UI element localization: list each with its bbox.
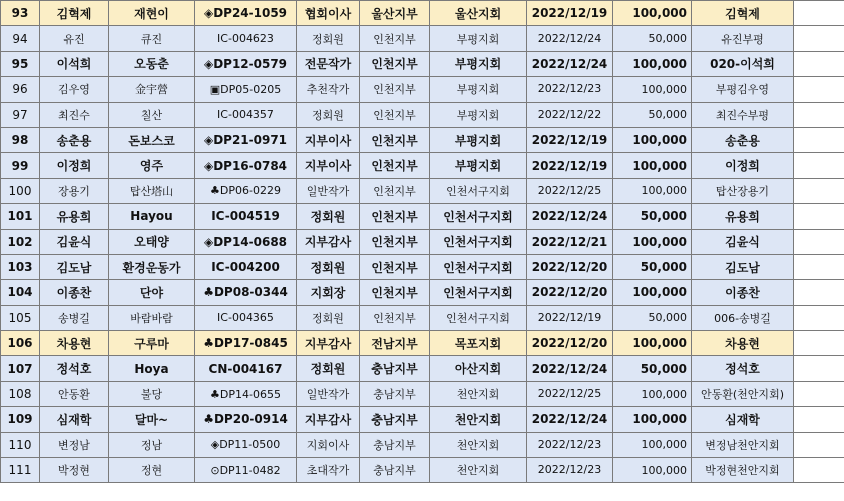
memo-cell: 탑산장용기: [692, 178, 794, 203]
region-cell: 충남지부: [360, 356, 430, 381]
table-row: [1, 381, 844, 406]
date-cell: 2022/12/24: [527, 356, 613, 381]
amount-cell: 100,000: [613, 51, 692, 76]
amount-cell: 100,000: [613, 280, 692, 305]
amount-cell: 100,000: [613, 127, 692, 152]
amount-cell: 50,000: [613, 26, 692, 51]
member-id-cell: ◈DP11-0500: [195, 432, 297, 457]
table-row: [1, 204, 844, 229]
rank-cell: 협회이사: [297, 1, 360, 26]
row-number-cell: 110: [1, 432, 40, 457]
empty-cell: [794, 77, 844, 102]
member-id-cell: ▣DP05-0205: [195, 77, 297, 102]
branch-cell: 부평지회: [430, 127, 527, 152]
amount-cell: 100,000: [613, 458, 692, 483]
branch-cell: 부평지회: [430, 51, 527, 76]
row-number-cell: 101: [1, 204, 40, 229]
region-cell: 충남지부: [360, 432, 430, 457]
rank-cell: 추천작가: [297, 77, 360, 102]
memo-cell: 유용희: [692, 204, 794, 229]
region-cell: 인천지부: [360, 254, 430, 279]
memo-cell: 송춘용: [692, 127, 794, 152]
row-number-cell: 99: [1, 153, 40, 178]
table-row: [1, 331, 844, 356]
date-cell: 2022/12/24: [527, 204, 613, 229]
name-cell: 송춘용: [40, 127, 109, 152]
branch-cell: 천안지회: [430, 381, 527, 406]
region-cell: 인천지부: [360, 178, 430, 203]
name-cell: 이정희: [40, 153, 109, 178]
row-number-cell: 97: [1, 102, 40, 127]
memo-cell: 이정희: [692, 153, 794, 178]
rank-cell: 지부감사: [297, 331, 360, 356]
table-row: [1, 77, 844, 102]
branch-cell: 인천서구지회: [430, 280, 527, 305]
member-id-cell: ◈DP16-0784: [195, 153, 297, 178]
table-row: [1, 127, 844, 152]
branch-cell: 인천서구지회: [430, 229, 527, 254]
date-cell: 2022/12/21: [527, 229, 613, 254]
date-cell: 2022/12/25: [527, 381, 613, 406]
branch-cell: 부평지회: [430, 77, 527, 102]
table-row: [1, 356, 844, 381]
empty-cell: [794, 458, 844, 483]
member-id-cell: ♣DP17-0845: [195, 331, 297, 356]
member-id-cell: ◈DP12-0579: [195, 51, 297, 76]
date-cell: 2022/12/20: [527, 331, 613, 356]
empty-cell: [794, 381, 844, 406]
member-id-cell: ♣DP20-0914: [195, 407, 297, 432]
row-number-cell: 106: [1, 331, 40, 356]
row-number-cell: 111: [1, 458, 40, 483]
rank-cell: 정회원: [297, 254, 360, 279]
table-row: [1, 254, 844, 279]
rank-cell: 지부이사: [297, 127, 360, 152]
amount-cell: 100,000: [613, 229, 692, 254]
region-cell: 충남지부: [360, 458, 430, 483]
pen-name-cell: 재현이: [109, 1, 195, 26]
branch-cell: 부평지회: [430, 26, 527, 51]
pen-name-cell: 정현: [109, 458, 195, 483]
rank-cell: 정회원: [297, 356, 360, 381]
region-cell: 충남지부: [360, 381, 430, 406]
row-number-cell: 103: [1, 254, 40, 279]
row-number-cell: 102: [1, 229, 40, 254]
member-id-cell: IC-004623: [195, 26, 297, 51]
memo-cell: 박정현천안지회: [692, 458, 794, 483]
pen-name-cell: 환경운동가: [109, 254, 195, 279]
memo-cell: 차용현: [692, 331, 794, 356]
amount-cell: 50,000: [613, 356, 692, 381]
pen-name-cell: 구루마: [109, 331, 195, 356]
pen-name-cell: 불당: [109, 381, 195, 406]
empty-cell: [794, 432, 844, 457]
table-row: [1, 280, 844, 305]
region-cell: 인천지부: [360, 26, 430, 51]
table-row: [1, 407, 844, 432]
pen-name-cell: 탑산塔山: [109, 178, 195, 203]
empty-cell: [794, 204, 844, 229]
table-row: [1, 51, 844, 76]
branch-cell: 인천서구지회: [430, 254, 527, 279]
branch-cell: 천안지회: [430, 458, 527, 483]
region-cell: 인천지부: [360, 127, 430, 152]
memo-cell: 부평김우영: [692, 77, 794, 102]
date-cell: 2022/12/19: [527, 1, 613, 26]
memo-cell: 심재학: [692, 407, 794, 432]
region-cell: 인천지부: [360, 102, 430, 127]
date-cell: 2022/12/24: [527, 407, 613, 432]
pen-name-cell: 오태양: [109, 229, 195, 254]
memo-cell: 020-이석희: [692, 51, 794, 76]
name-cell: 차용현: [40, 331, 109, 356]
date-cell: 2022/12/22: [527, 102, 613, 127]
branch-cell: 인천서구지회: [430, 178, 527, 203]
amount-cell: 50,000: [613, 305, 692, 330]
amount-cell: 100,000: [613, 77, 692, 102]
name-cell: 송병길: [40, 305, 109, 330]
region-cell: 인천지부: [360, 77, 430, 102]
row-number-cell: 108: [1, 381, 40, 406]
empty-cell: [794, 127, 844, 152]
row-number-cell: 107: [1, 356, 40, 381]
rank-cell: 지부감사: [297, 229, 360, 254]
table-row: [1, 432, 844, 457]
name-cell: 김윤식: [40, 229, 109, 254]
date-cell: 2022/12/19: [527, 153, 613, 178]
region-cell: 인천지부: [360, 280, 430, 305]
memo-cell: 006-송병길: [692, 305, 794, 330]
name-cell: 장용기: [40, 178, 109, 203]
empty-cell: [794, 26, 844, 51]
amount-cell: 100,000: [613, 432, 692, 457]
empty-cell: [794, 254, 844, 279]
member-id-cell: IC-004519: [195, 204, 297, 229]
date-cell: 2022/12/23: [527, 432, 613, 457]
pen-name-cell: 큐진: [109, 26, 195, 51]
region-cell: 인천지부: [360, 153, 430, 178]
pen-name-cell: 정남: [109, 432, 195, 457]
pen-name-cell: 달마~: [109, 407, 195, 432]
memo-cell: 최진수부평: [692, 102, 794, 127]
amount-cell: 100,000: [613, 407, 692, 432]
name-cell: 변정남: [40, 432, 109, 457]
amount-cell: 100,000: [613, 178, 692, 203]
pen-name-cell: 영주: [109, 153, 195, 178]
date-cell: 2022/12/19: [527, 127, 613, 152]
table-row: [1, 458, 844, 483]
name-cell: 안동환: [40, 381, 109, 406]
name-cell: 최진수: [40, 102, 109, 127]
row-number-cell: 104: [1, 280, 40, 305]
amount-cell: 50,000: [613, 204, 692, 229]
rank-cell: 일반작가: [297, 178, 360, 203]
member-id-cell: ◈DP14-0688: [195, 229, 297, 254]
region-cell: 인천지부: [360, 204, 430, 229]
empty-cell: [794, 280, 844, 305]
row-number-cell: 96: [1, 77, 40, 102]
name-cell: 김우영: [40, 77, 109, 102]
member-id-cell: ♣DP08-0344: [195, 280, 297, 305]
member-id-cell: ◈DP21-0971: [195, 127, 297, 152]
memo-cell: 변정남천안지회: [692, 432, 794, 457]
date-cell: 2022/12/23: [527, 77, 613, 102]
empty-cell: [794, 407, 844, 432]
table-row: [1, 153, 844, 178]
empty-cell: [794, 178, 844, 203]
rank-cell: 정회원: [297, 204, 360, 229]
pen-name-cell: 金宇營: [109, 77, 195, 102]
table-row: [1, 229, 844, 254]
rank-cell: 전문작가: [297, 51, 360, 76]
empty-cell: [794, 305, 844, 330]
member-id-cell: IC-004357: [195, 102, 297, 127]
region-cell: 울산지부: [360, 1, 430, 26]
memo-cell: 이종찬: [692, 280, 794, 305]
row-number-cell: 95: [1, 51, 40, 76]
row-number-cell: 105: [1, 305, 40, 330]
rank-cell: 지회이사: [297, 432, 360, 457]
name-cell: 정석호: [40, 356, 109, 381]
amount-cell: 100,000: [613, 153, 692, 178]
pen-name-cell: 돈보스코: [109, 127, 195, 152]
rank-cell: 정회원: [297, 305, 360, 330]
amount-cell: 100,000: [613, 331, 692, 356]
empty-cell: [794, 331, 844, 356]
name-cell: 심재학: [40, 407, 109, 432]
branch-cell: 인천서구지회: [430, 305, 527, 330]
pen-name-cell: 칠산: [109, 102, 195, 127]
name-cell: 김혁제: [40, 1, 109, 26]
region-cell: 인천지부: [360, 305, 430, 330]
empty-cell: [794, 153, 844, 178]
branch-cell: 부평지회: [430, 102, 527, 127]
date-cell: 2022/12/24: [527, 26, 613, 51]
pen-name-cell: Hoya: [109, 356, 195, 381]
row-number-cell: 94: [1, 26, 40, 51]
row-number-cell: 100: [1, 178, 40, 203]
name-cell: 박정현: [40, 458, 109, 483]
rank-cell: 일반작가: [297, 381, 360, 406]
memo-cell: 안동환(천안지회): [692, 381, 794, 406]
name-cell: 김도남: [40, 254, 109, 279]
branch-cell: 울산지회: [430, 1, 527, 26]
member-id-cell: IC-004365: [195, 305, 297, 330]
memo-cell: 김도남: [692, 254, 794, 279]
region-cell: 전남지부: [360, 331, 430, 356]
memo-cell: 유진부평: [692, 26, 794, 51]
member-id-cell: ◈DP24-1059: [195, 1, 297, 26]
member-id-cell: ⊙DP11-0482: [195, 458, 297, 483]
empty-cell: [794, 102, 844, 127]
amount-cell: 50,000: [613, 254, 692, 279]
name-cell: 이석희: [40, 51, 109, 76]
name-cell: 유진: [40, 26, 109, 51]
region-cell: 인천지부: [360, 51, 430, 76]
memo-cell: 정석호: [692, 356, 794, 381]
table-body: [1, 1, 844, 483]
rank-cell: 지회장: [297, 280, 360, 305]
row-number-cell: 98: [1, 127, 40, 152]
pen-name-cell: 단야: [109, 280, 195, 305]
rank-cell: 초대작가: [297, 458, 360, 483]
rank-cell: 정회원: [297, 26, 360, 51]
empty-cell: [794, 229, 844, 254]
name-cell: 이종찬: [40, 280, 109, 305]
rank-cell: 지부감사: [297, 407, 360, 432]
branch-cell: 아산지회: [430, 356, 527, 381]
date-cell: 2022/12/19: [527, 305, 613, 330]
branch-cell: 부평지회: [430, 153, 527, 178]
table-row: [1, 102, 844, 127]
row-number-cell: 109: [1, 407, 40, 432]
date-cell: 2022/12/20: [527, 254, 613, 279]
memo-cell: 김윤식: [692, 229, 794, 254]
table-row: [1, 178, 844, 203]
table-row: [1, 26, 844, 51]
date-cell: 2022/12/24: [527, 51, 613, 76]
date-cell: 2022/12/20: [527, 280, 613, 305]
memo-cell: 김혁제: [692, 1, 794, 26]
empty-cell: [794, 51, 844, 76]
branch-cell: 천안지회: [430, 432, 527, 457]
pen-name-cell: 바람바람: [109, 305, 195, 330]
pen-name-cell: 오동춘: [109, 51, 195, 76]
rank-cell: 정회원: [297, 102, 360, 127]
member-id-cell: ♣DP14-0655: [195, 381, 297, 406]
name-cell: 유용희: [40, 204, 109, 229]
branch-cell: 천안지회: [430, 407, 527, 432]
table-row: [1, 305, 844, 330]
empty-cell: [794, 356, 844, 381]
member-id-cell: CN-004167: [195, 356, 297, 381]
row-number-cell: 93: [1, 1, 40, 26]
empty-cell: [794, 1, 844, 26]
region-cell: 충남지부: [360, 407, 430, 432]
amount-cell: 100,000: [613, 381, 692, 406]
date-cell: 2022/12/23: [527, 458, 613, 483]
amount-cell: 50,000: [613, 102, 692, 127]
date-cell: 2022/12/25: [527, 178, 613, 203]
member-id-cell: ♣DP06-0229: [195, 178, 297, 203]
branch-cell: 목포지회: [430, 331, 527, 356]
pen-name-cell: Hayou: [109, 204, 195, 229]
amount-cell: 100,000: [613, 1, 692, 26]
member-id-cell: IC-004200: [195, 254, 297, 279]
rank-cell: 지부이사: [297, 153, 360, 178]
region-cell: 인천지부: [360, 229, 430, 254]
table-row: [1, 1, 844, 26]
branch-cell: 인천서구지회: [430, 204, 527, 229]
